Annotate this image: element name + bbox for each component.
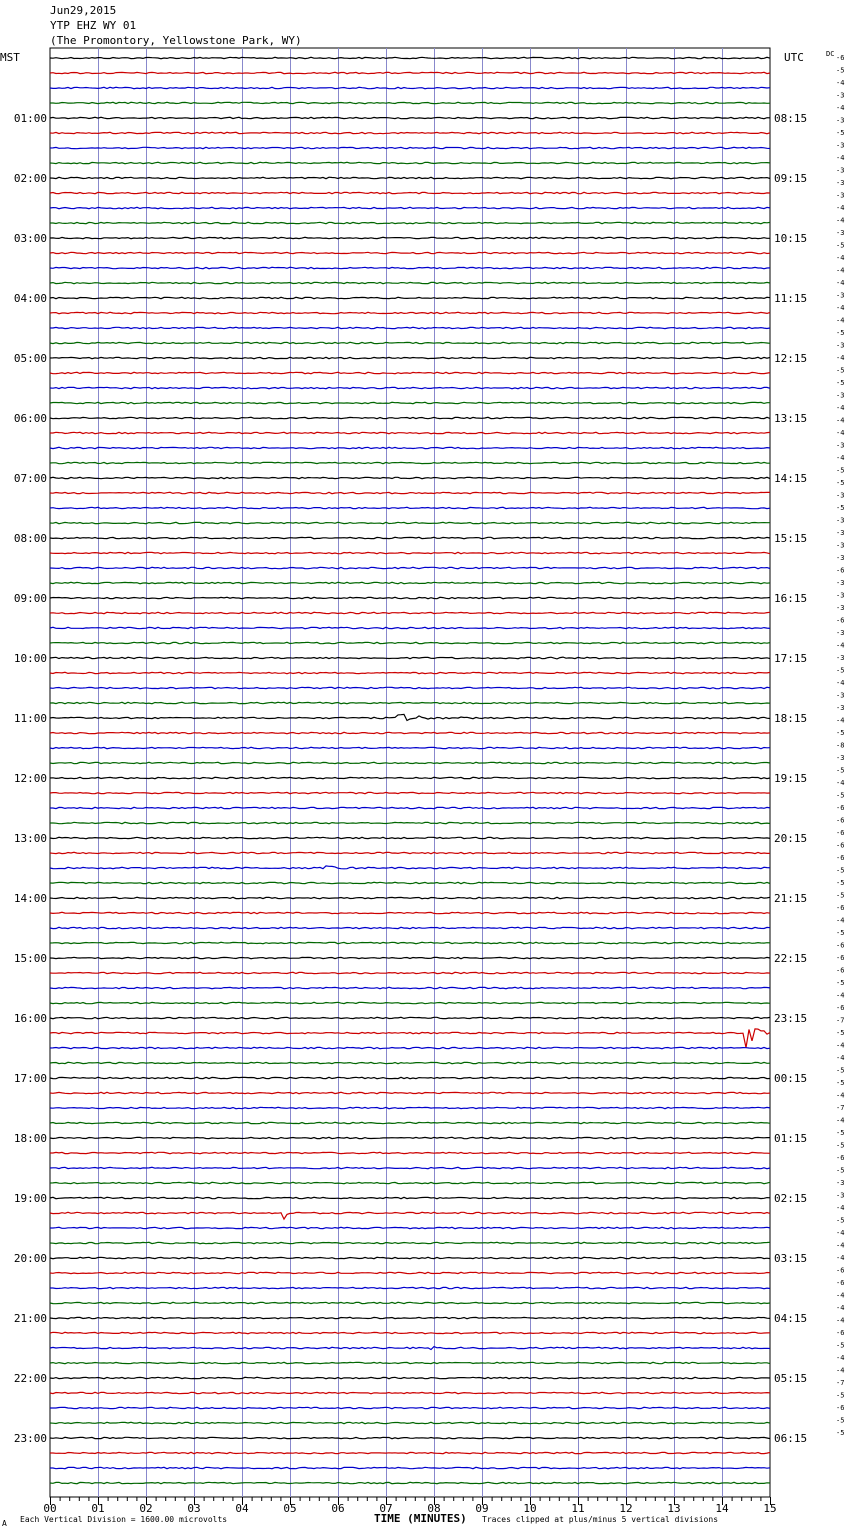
dc-offset-label: -6 <box>836 1004 845 1012</box>
dc-offset-label: -4 <box>836 279 845 287</box>
hour-label-right: 01:15 <box>774 1132 808 1145</box>
trace-row <box>50 1242 770 1243</box>
trace-row <box>50 762 770 763</box>
hour-label-right: 04:15 <box>774 1312 808 1325</box>
trace-row <box>50 1452 770 1453</box>
trace-row <box>50 1272 770 1273</box>
dc-offset-label: -3 <box>836 654 845 662</box>
trace-row <box>50 282 770 283</box>
dc-offset-label: -5 <box>836 129 845 137</box>
dc-offset-label: -3 <box>836 529 845 537</box>
trace-row <box>50 342 770 343</box>
hour-label-left: 21:00 <box>13 1312 47 1325</box>
trace-row <box>50 612 770 613</box>
trace-row <box>50 687 770 688</box>
dc-offset-label: -6 <box>836 616 845 625</box>
trace-row <box>50 1377 770 1378</box>
trace-row <box>50 747 770 748</box>
trace-row <box>50 357 770 358</box>
x-tick-label: 08 <box>427 1502 441 1515</box>
dc-offset-label: -4 <box>836 1229 845 1237</box>
trace-row <box>50 912 770 913</box>
x-tick-label: 06 <box>331 1502 345 1515</box>
x-axis-title: TIME (MINUTES) <box>374 1512 467 1525</box>
trace-row <box>50 1287 770 1288</box>
trace-row <box>50 792 770 793</box>
dc-offset-label: -3 <box>836 554 845 562</box>
trace-row <box>50 1092 770 1093</box>
dc-offset-label: -4 <box>836 1241 845 1250</box>
hour-label-left: 23:00 <box>13 1432 47 1445</box>
hour-label-left: 04:00 <box>13 292 47 305</box>
dc-offset-label: -6 <box>836 954 845 962</box>
dc-offset-label: -3 <box>836 1179 845 1187</box>
dc-offset-label: -3 <box>836 391 845 400</box>
dc-offset-label: -4 <box>836 316 845 325</box>
trace-row <box>50 1167 770 1168</box>
dc-offset-label: -5 <box>836 791 845 800</box>
trace-row <box>50 702 770 703</box>
hour-label-right: 20:15 <box>774 832 808 845</box>
trace-row <box>50 927 770 928</box>
trace-row <box>50 1317 770 1318</box>
trace-row <box>50 312 770 313</box>
dc-offset-label: -4 <box>836 679 845 687</box>
dc-offset-label: -4 <box>836 266 845 275</box>
trace-row <box>50 642 770 643</box>
dc-offset-label: -4 <box>836 1254 845 1262</box>
hour-label-right: 09:15 <box>774 172 808 185</box>
dc-offset-label: -5 <box>836 479 845 487</box>
trace-row <box>50 1467 770 1468</box>
trace-row <box>50 177 770 179</box>
hour-label-right: 19:15 <box>774 772 808 785</box>
x-tick-label: 13 <box>667 1502 681 1515</box>
trace-row <box>50 147 770 148</box>
trace-row <box>50 162 770 163</box>
dc-offset-label: -8 <box>836 741 845 750</box>
dc-offset-label: -6 <box>836 566 845 575</box>
trace-row <box>50 432 770 433</box>
trace-row <box>50 1029 770 1048</box>
trace-row <box>50 957 770 958</box>
dc-offset-label: -4 <box>836 641 845 650</box>
dc-offset-label: -4 <box>836 1316 845 1325</box>
trace-row <box>50 507 770 508</box>
trace-row <box>50 732 770 733</box>
dc-offset-label: -3 <box>836 91 845 100</box>
trace-row <box>50 117 770 118</box>
dc-offset-label: -3 <box>836 579 845 587</box>
dc-offset-label: -3 <box>836 516 845 525</box>
x-tick-label: 09 <box>475 1502 489 1515</box>
trace-row <box>50 1107 770 1108</box>
hour-label-right: 11:15 <box>774 292 808 305</box>
right-timezone-label: UTC <box>784 51 804 64</box>
dc-offset-label: -5 <box>836 929 845 937</box>
hour-label-left: 01:00 <box>13 112 47 125</box>
hour-label-left: 14:00 <box>13 892 47 905</box>
hour-label-right: 06:15 <box>774 1432 808 1445</box>
station-location: (The Promontory, Yellowstone Park, WY) <box>50 34 302 47</box>
dc-offset-label: -3 <box>836 629 845 637</box>
dc-offset-label: -3 <box>836 441 845 450</box>
hour-label-left: 07:00 <box>13 472 47 485</box>
hour-label-right: 13:15 <box>774 412 808 425</box>
hour-label-left: 13:00 <box>13 832 47 845</box>
dc-offset-label: -6 <box>836 1329 845 1337</box>
trace-row <box>50 897 770 898</box>
dc-offset-label: -5 <box>836 1216 845 1225</box>
trace-row <box>50 657 770 659</box>
hour-label-left: 09:00 <box>13 592 47 605</box>
trace-row <box>50 882 770 883</box>
hour-label-right: 15:15 <box>774 532 808 545</box>
dc-offset-label: -3 <box>836 166 845 175</box>
dc-offset-label: -3 <box>836 229 845 237</box>
dc-label: DC <box>826 50 835 58</box>
trace-row <box>50 267 770 268</box>
dc-offset-label: -3 <box>836 754 845 762</box>
trace-row <box>50 866 770 869</box>
trace-row <box>50 1392 770 1393</box>
station-code: YTP EHZ WY 01 <box>50 19 137 32</box>
trace-row <box>50 1017 770 1018</box>
dc-offset-label: -3 <box>836 1191 845 1200</box>
trace-row <box>50 417 770 418</box>
trace-row <box>50 1407 770 1408</box>
trace-row <box>50 387 770 388</box>
dc-offset-label: -5 <box>836 729 845 737</box>
hour-label-right: 16:15 <box>774 592 808 605</box>
hour-label-left: 08:00 <box>13 532 47 545</box>
dc-offset-label: -5 <box>836 1429 845 1437</box>
dc-offset-label: -3 <box>836 291 845 300</box>
dc-offset-label: -5 <box>836 504 845 512</box>
trace-row <box>50 1197 770 1198</box>
dc-offset-label: -5 <box>836 1391 845 1400</box>
trace-row <box>50 1482 770 1483</box>
trace-row <box>50 222 770 223</box>
dc-offset-label: -6 <box>836 1154 845 1162</box>
dc-offset-label: -3 <box>836 141 845 150</box>
hour-label-left: 06:00 <box>13 412 47 425</box>
dc-offset-label: -5 <box>836 466 845 475</box>
x-tick-label: 10 <box>523 1502 537 1515</box>
hour-label-right: 21:15 <box>774 892 808 905</box>
trace-row <box>50 627 770 628</box>
dc-offset-label: -4 <box>836 1204 845 1212</box>
x-tick-label: 12 <box>619 1502 633 1515</box>
hour-label-left: 02:00 <box>13 172 47 185</box>
trace-row <box>50 1332 770 1333</box>
trace-row <box>50 462 770 463</box>
trace-row <box>50 1047 770 1048</box>
dc-offset-label: -3 <box>836 179 845 187</box>
trace-row <box>50 297 770 298</box>
dc-offset-label: -6 <box>836 1404 845 1412</box>
dc-offset-label: -4 <box>836 1366 845 1375</box>
trace-row <box>50 942 770 943</box>
hour-label-right: 14:15 <box>774 472 808 485</box>
dc-offset-label: -5 <box>836 1416 845 1425</box>
dc-offset-label: -6 <box>836 54 845 62</box>
trace-row <box>50 1062 770 1063</box>
dc-offset-label: -5 <box>836 1079 845 1087</box>
trace-row <box>50 402 770 403</box>
dc-offset-label: -5 <box>836 1029 845 1037</box>
trace-row <box>50 1227 770 1228</box>
dc-offset-label: -4 <box>836 404 845 412</box>
dc-offset-label: -3 <box>836 704 845 712</box>
hour-label-left: 12:00 <box>13 772 47 785</box>
dc-offset-label: -4 <box>836 254 845 262</box>
trace-row <box>50 372 770 373</box>
dc-offset-label: -4 <box>836 304 845 312</box>
dc-offset-label: -6 <box>836 854 845 862</box>
hour-label-right: 23:15 <box>774 1012 808 1025</box>
trace-row <box>50 1152 770 1153</box>
hour-label-right: 08:15 <box>774 112 808 125</box>
trace-row <box>50 492 770 493</box>
left-timezone-label: MST <box>0 51 20 64</box>
trace-row <box>50 1212 770 1219</box>
trace-row <box>50 777 770 778</box>
hour-label-left: 19:00 <box>13 1192 47 1205</box>
dc-offset-label: -5 <box>836 241 845 250</box>
dc-offset-label: -5 <box>836 891 845 900</box>
trace-row <box>50 252 770 253</box>
hour-label-right: 18:15 <box>774 712 808 725</box>
dc-offset-label: -5 <box>836 979 845 987</box>
dc-offset-label: -4 <box>836 1304 845 1312</box>
dc-offset-label: -7 <box>836 1016 845 1025</box>
trace-row <box>50 552 770 553</box>
hour-label-left: 10:00 <box>13 652 47 665</box>
scale-note: Each Vertical Division = 1600.00 microvolts <box>20 1515 228 1524</box>
hour-label-left: 05:00 <box>13 352 47 365</box>
dc-offset-label: -5 <box>836 1166 845 1175</box>
dc-offset-label: -5 <box>836 1341 845 1350</box>
dc-offset-label: -4 <box>836 79 845 87</box>
dc-offset-label: -6 <box>836 804 845 812</box>
dc-offset-label: -4 <box>836 454 845 462</box>
dc-offset-label: -5 <box>836 66 845 75</box>
trace-row <box>50 837 770 838</box>
dc-offset-label: -6 <box>836 841 845 850</box>
dc-offset-label: -4 <box>836 991 845 1000</box>
trace-row <box>50 987 770 988</box>
dc-offset-label: -6 <box>836 941 845 950</box>
dc-offset-label: -6 <box>836 829 845 837</box>
dc-offset-label: -4 <box>836 1354 845 1362</box>
footer-mark: A <box>2 1519 7 1528</box>
trace-row <box>50 537 770 538</box>
plot-grid <box>50 48 770 1497</box>
dc-offset-label: -6 <box>836 1279 845 1287</box>
trace-row <box>50 582 770 583</box>
dc-offset-label: -3 <box>836 116 845 125</box>
dc-offset-label: -5 <box>836 766 845 775</box>
hour-label-right: 12:15 <box>774 352 808 365</box>
dc-offset-label: -5 <box>836 879 845 887</box>
trace-row <box>50 237 770 238</box>
trace-group <box>50 57 770 1483</box>
dc-offset-label: -4 <box>836 1091 845 1100</box>
dc-offset-label: -7 <box>836 1379 845 1387</box>
trace-row <box>50 672 770 673</box>
trace-row <box>50 447 770 448</box>
dc-offset-label: -5 <box>836 329 845 337</box>
trace-row <box>50 1002 770 1003</box>
hour-label-left: 17:00 <box>13 1072 47 1085</box>
dc-offset-label: -3 <box>836 491 845 500</box>
dc-offset-label: -4 <box>836 154 845 162</box>
x-tick-label: 01 <box>91 1502 105 1515</box>
trace-row <box>50 1137 770 1138</box>
trace-row <box>50 1077 770 1078</box>
dc-offset-label: -4 <box>836 716 845 725</box>
x-tick-label: 03 <box>187 1502 201 1515</box>
trace-row <box>50 57 770 58</box>
label-group <box>0 50 844 1515</box>
dc-offset-label: -4 <box>836 429 845 437</box>
trace-row <box>50 102 770 103</box>
trace-row <box>50 1347 770 1350</box>
dc-offset-label: -3 <box>836 691 845 700</box>
trace-row <box>50 822 770 823</box>
dc-offset-label: -4 <box>836 1291 845 1300</box>
dc-offset-label: -4 <box>836 204 845 212</box>
trace-row <box>50 132 770 133</box>
trace-row <box>50 1122 770 1123</box>
hour-label-left: 15:00 <box>13 952 47 965</box>
dc-offset-label: -6 <box>836 816 845 825</box>
trace-row <box>50 852 770 853</box>
dc-offset-label: -5 <box>836 1129 845 1137</box>
dc-offset-label: -7 <box>836 1104 845 1112</box>
hour-label-left: 11:00 <box>13 712 47 725</box>
dc-offset-label: -3 <box>836 191 845 200</box>
hour-label-left: 03:00 <box>13 232 47 245</box>
trace-row <box>50 567 770 568</box>
hour-label-left: 18:00 <box>13 1132 47 1145</box>
x-tick-label: 07 <box>379 1502 393 1515</box>
dc-offset-label: -5 <box>836 366 845 375</box>
hour-label-left: 16:00 <box>13 1012 47 1025</box>
dc-offset-label: -5 <box>836 666 845 675</box>
x-tick-label: 11 <box>571 1502 585 1515</box>
hour-label-left: 20:00 <box>13 1252 47 1265</box>
dc-offset-label: -4 <box>836 416 845 425</box>
dc-offset-label: -4 <box>836 1116 845 1125</box>
hour-label-right: 05:15 <box>774 1372 808 1385</box>
x-tick-label: 14 <box>715 1502 729 1515</box>
trace-row <box>50 597 770 598</box>
hour-label-right: 02:15 <box>774 1192 808 1205</box>
dc-offset-label: -3 <box>836 541 845 550</box>
trace-row <box>50 327 770 328</box>
x-tick-label: 05 <box>283 1502 297 1515</box>
trace-row <box>50 207 770 208</box>
trace-row <box>50 522 770 523</box>
dc-offset-label: -6 <box>836 904 845 912</box>
dc-offset-label: -4 <box>836 1054 845 1062</box>
hour-label-right: 00:15 <box>774 1072 808 1085</box>
trace-row <box>50 807 770 808</box>
dc-offset-label: -4 <box>836 216 845 225</box>
dc-offset-label: -3 <box>836 341 845 350</box>
hour-label-right: 22:15 <box>774 952 808 965</box>
dc-offset-label: -5 <box>836 1066 845 1075</box>
dc-offset-label: -6 <box>836 1266 845 1275</box>
trace-row <box>50 714 770 720</box>
trace-row <box>50 1437 770 1438</box>
record-date: Jun29,2015 <box>50 4 117 17</box>
dc-offset-label: -6 <box>836 966 845 975</box>
trace-row <box>50 1257 770 1258</box>
x-tick-label: 15 <box>763 1502 777 1515</box>
dc-offset-label: -4 <box>836 916 845 925</box>
dc-offset-label: -4 <box>836 354 845 362</box>
dc-offset-label: -4 <box>836 104 845 112</box>
trace-row <box>50 1422 770 1423</box>
dc-offset-label: -4 <box>836 779 845 787</box>
trace-row <box>50 72 770 73</box>
x-tick-label: 02 <box>139 1502 153 1515</box>
hour-label-left: 22:00 <box>13 1372 47 1385</box>
hour-label-right: 03:15 <box>774 1252 808 1265</box>
trace-row <box>50 1302 770 1303</box>
trace-row <box>50 87 770 88</box>
x-tick-label: 04 <box>235 1502 249 1515</box>
trace-row <box>50 1362 770 1363</box>
hour-label-right: 17:15 <box>774 652 808 665</box>
dc-offset-label: -3 <box>836 604 845 612</box>
hour-label-right: 10:15 <box>774 232 808 245</box>
plot-frame <box>50 48 770 1497</box>
trace-row <box>50 477 770 478</box>
dc-offset-label: -5 <box>836 1141 845 1150</box>
clip-note: Traces clipped at plus/minus 5 vertical divisions <box>482 1515 719 1524</box>
dc-offset-label: -5 <box>836 866 845 875</box>
trace-row <box>50 1182 770 1183</box>
trace-row <box>50 972 770 973</box>
dc-offset-label: -4 <box>836 1041 845 1050</box>
dc-offset-label: -5 <box>836 379 845 387</box>
dc-offset-label: -3 <box>836 591 845 600</box>
trace-row <box>50 192 770 193</box>
x-tick-label: 00 <box>43 1502 57 1515</box>
